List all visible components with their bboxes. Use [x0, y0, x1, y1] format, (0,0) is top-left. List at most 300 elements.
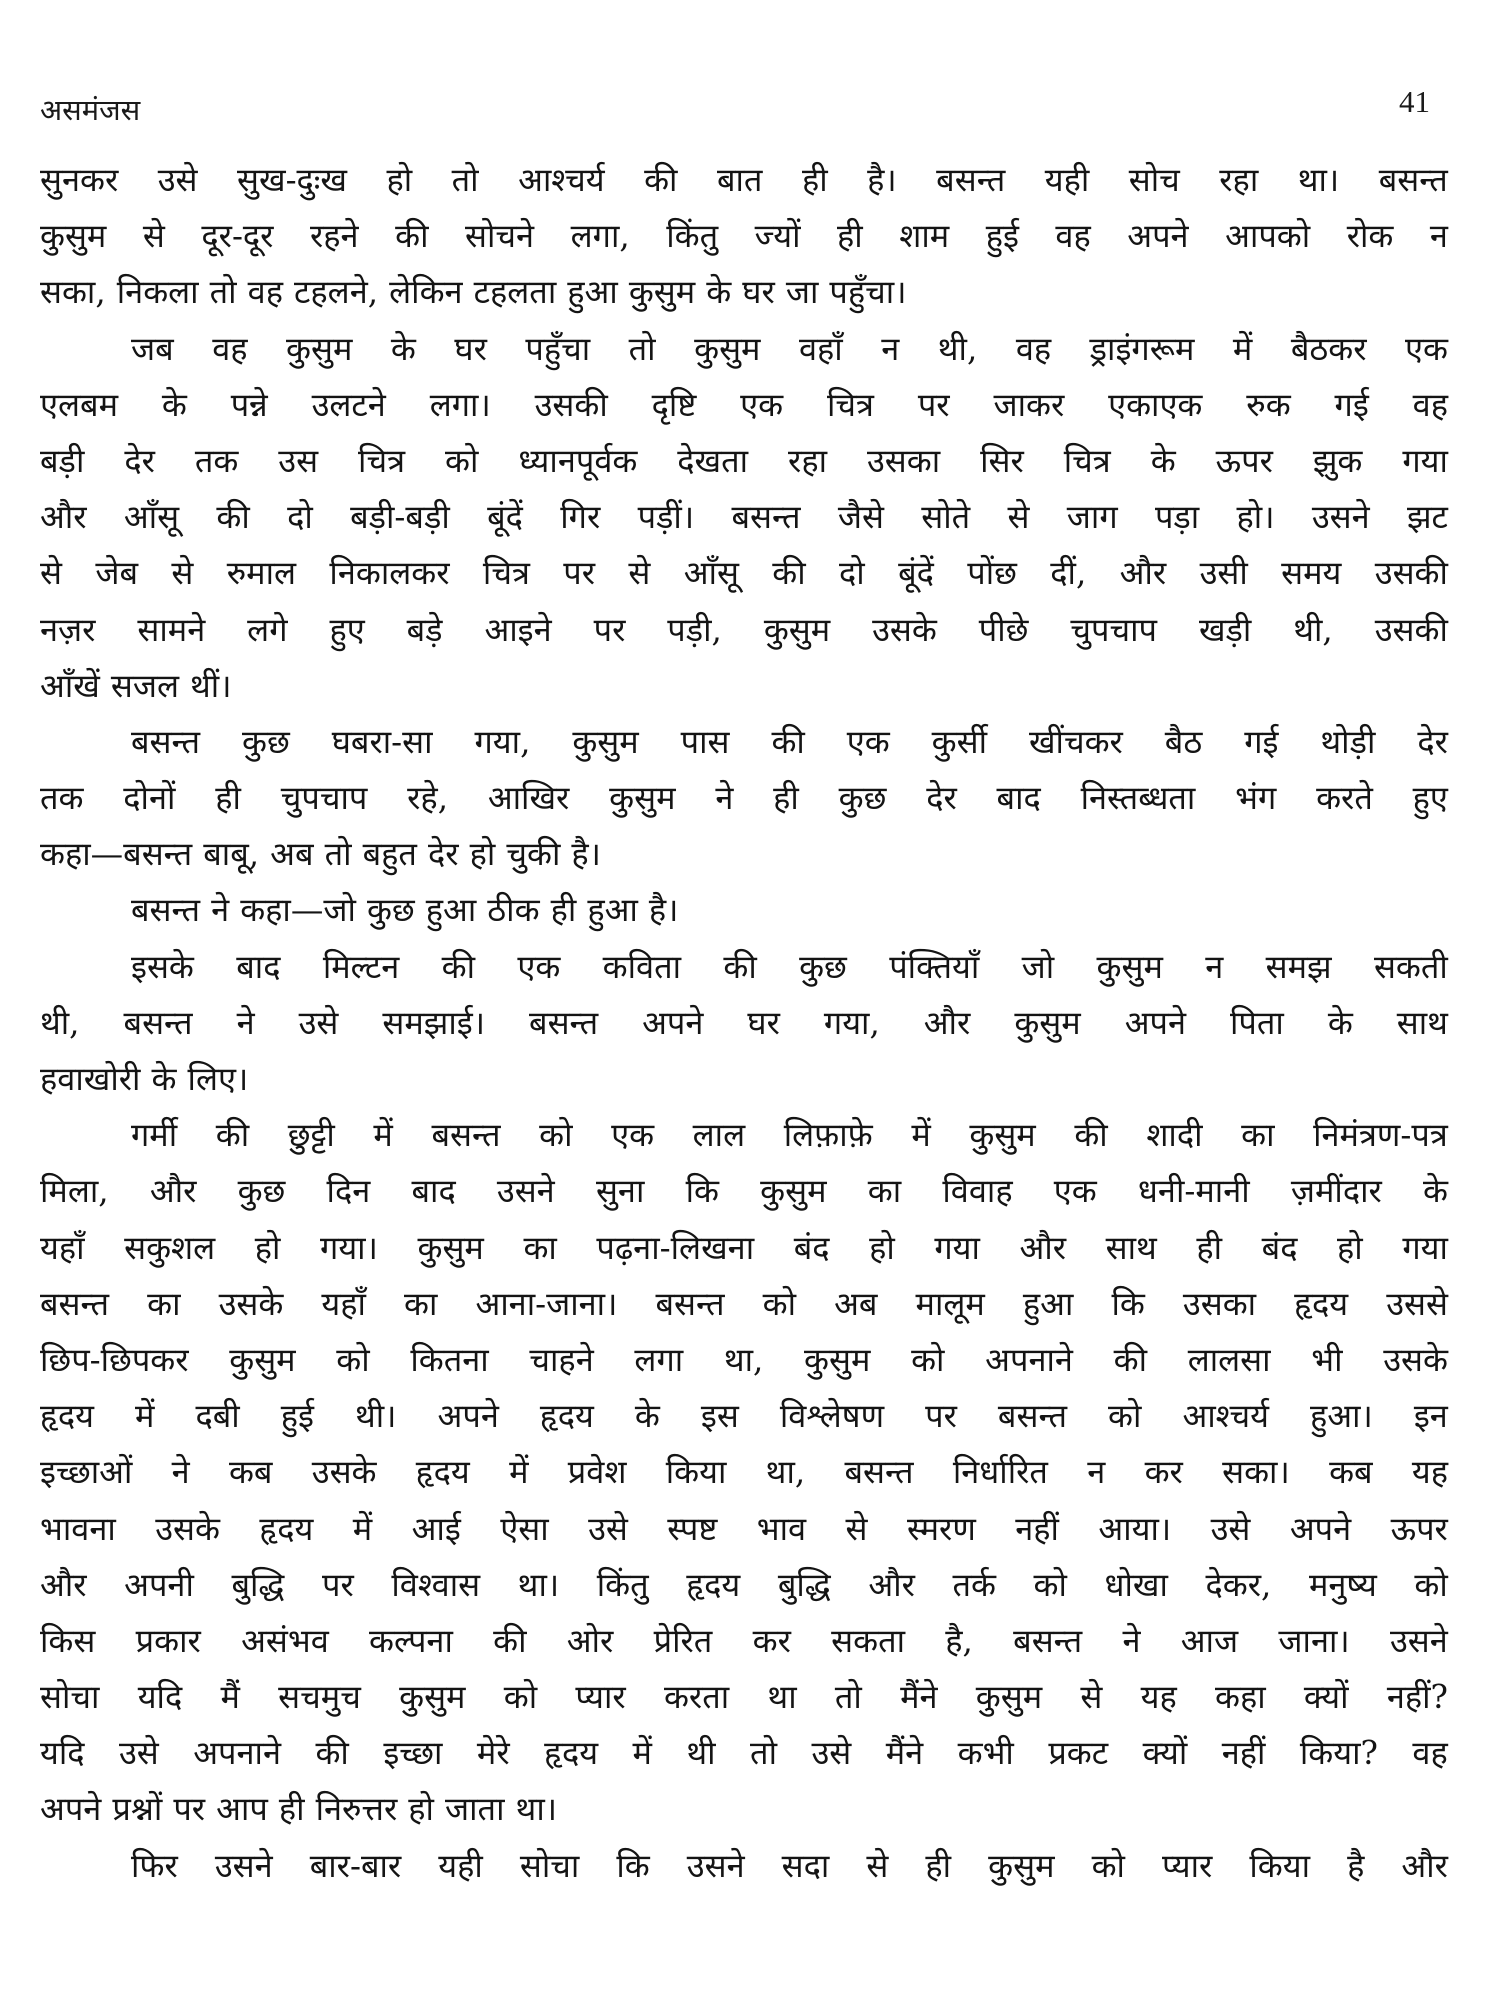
word: गिर	[560, 498, 601, 537]
word: कर	[752, 1621, 791, 1660]
word: रहने	[310, 217, 359, 256]
word: लिफ़ाफ़े	[783, 1116, 873, 1155]
word: उस	[278, 441, 319, 480]
word: जो	[1021, 947, 1055, 986]
word: से	[40, 554, 62, 593]
word: किया?	[1299, 1734, 1378, 1773]
word: के	[634, 1397, 660, 1436]
word: बैठ	[1164, 722, 1203, 761]
word: नज़र	[40, 610, 96, 649]
word: लगा।	[429, 385, 491, 424]
word: कुछ	[838, 779, 887, 818]
word: पहुँचा।	[829, 273, 907, 312]
word: यह	[1411, 1453, 1448, 1492]
word: और	[40, 1565, 87, 1604]
word: कि	[1111, 1284, 1145, 1323]
word: समय	[1281, 554, 1342, 593]
word: हुए	[329, 610, 365, 649]
word: अपनी	[124, 1565, 194, 1604]
word: की	[441, 947, 475, 986]
word: चित्र	[826, 385, 874, 424]
word: बाद	[236, 947, 281, 986]
word: बुद्धि	[231, 1565, 285, 1604]
word: पर	[917, 385, 950, 424]
text-line	[40, 770, 1448, 826]
word: उसकी	[1374, 554, 1448, 593]
word: सुना	[595, 1172, 645, 1211]
word: यहाँ	[40, 1228, 85, 1267]
word: उससे	[1386, 1284, 1448, 1323]
word: है।	[867, 161, 897, 199]
word: टहलता	[473, 273, 557, 312]
word: ड्राइंगरूम	[1089, 329, 1195, 368]
word: इस	[700, 1397, 739, 1436]
word: आँसू	[683, 554, 739, 593]
word: से	[1080, 1678, 1103, 1717]
word: पढ़ना-लिखना	[596, 1228, 755, 1267]
word: प्रकट	[1048, 1734, 1109, 1773]
word: भाव	[756, 1509, 807, 1548]
word: जाकर	[993, 385, 1065, 424]
word: आखिर	[487, 779, 570, 818]
text-line	[40, 1501, 1448, 1557]
word: झट	[1406, 498, 1448, 537]
word: न	[1087, 1453, 1106, 1492]
word: बार-बार	[309, 1846, 402, 1885]
word: से	[866, 1846, 889, 1885]
word: सजल	[110, 666, 179, 705]
word: के	[1327, 1003, 1353, 1042]
text-line	[40, 264, 1448, 320]
word: थी,	[937, 329, 978, 368]
word: बसन्त	[844, 1453, 914, 1492]
word: आश्चर्य	[1182, 1397, 1269, 1436]
word: घर	[742, 273, 775, 312]
word: और	[868, 1565, 915, 1604]
word: जा	[785, 273, 819, 312]
word: अपनाने	[985, 1340, 1073, 1379]
word: निकालकर	[329, 554, 450, 593]
word: यही	[438, 1846, 483, 1885]
word: हृदय	[1294, 1284, 1349, 1323]
word: कुसुम	[804, 1340, 871, 1379]
word: आना-जाना।	[475, 1284, 618, 1323]
word: की	[395, 217, 429, 256]
word: मैं	[220, 1678, 240, 1717]
word: बसन्त	[123, 1003, 193, 1042]
word: रहा	[1219, 161, 1259, 199]
word: वह	[247, 273, 283, 312]
word: से	[1007, 498, 1030, 537]
word: उसने	[1389, 1621, 1448, 1660]
word: अपने	[1289, 1509, 1352, 1548]
word: को	[444, 441, 479, 480]
word: सका।	[1222, 1453, 1290, 1492]
word: मेरे	[476, 1734, 510, 1773]
word: तर्क	[952, 1565, 996, 1604]
word: नहीं	[1015, 1509, 1059, 1548]
word: कर	[1144, 1453, 1183, 1492]
word: था।	[517, 1565, 560, 1604]
word: बहुत	[362, 835, 417, 874]
text-line	[40, 826, 1448, 882]
word: लगा	[634, 1340, 684, 1379]
word: खींचकर	[1028, 722, 1123, 761]
word: विश्वास	[391, 1565, 481, 1604]
word: चित्र	[482, 554, 530, 593]
word: असंभव	[241, 1621, 329, 1660]
word: रुमाल	[226, 554, 297, 593]
word: अपनाने	[193, 1734, 282, 1773]
word: की	[215, 1116, 250, 1155]
word: हो	[408, 1790, 434, 1829]
word: सकुशल	[124, 1228, 216, 1267]
word: दो	[839, 554, 865, 593]
word: कुसुम	[763, 610, 831, 649]
word: को	[539, 1116, 573, 1155]
word: तक	[40, 779, 84, 818]
word: निमंत्रण-पत्र	[1313, 1116, 1448, 1155]
word: वह	[1015, 329, 1052, 368]
word: एकाएक	[1108, 385, 1203, 424]
word: ने	[171, 1453, 190, 1492]
word: उसे	[588, 1509, 628, 1548]
word: वह	[212, 329, 248, 368]
word: बैठकर	[1290, 329, 1367, 368]
word: उसकी	[1374, 610, 1448, 649]
word: उसे	[118, 1734, 159, 1773]
word: हुआ	[587, 891, 638, 930]
word: देर	[124, 441, 155, 480]
word: एक	[846, 722, 890, 761]
word: पिता	[1230, 1003, 1284, 1042]
word: में	[373, 1116, 393, 1155]
word: की	[216, 498, 250, 537]
word: गई	[1334, 385, 1369, 424]
text-line	[40, 602, 1448, 658]
word: अपने	[642, 1003, 704, 1042]
word: उसने	[496, 1172, 555, 1211]
word: ने	[211, 891, 230, 930]
word: के	[161, 385, 187, 424]
word: में	[135, 1397, 155, 1436]
word: कुछ	[237, 1172, 286, 1211]
word: गया,	[823, 1003, 880, 1042]
word: और	[1119, 554, 1167, 593]
text-line	[40, 1163, 1448, 1219]
word: पर	[563, 554, 596, 593]
word: भंग	[1235, 779, 1277, 818]
word: इच्छाओं	[40, 1453, 133, 1492]
word: भावना	[40, 1509, 116, 1548]
word: दो	[287, 498, 313, 537]
word: उसका	[866, 441, 941, 480]
word: करता	[663, 1678, 730, 1717]
word: आप	[216, 1790, 268, 1829]
word: हुई	[280, 1397, 314, 1436]
word: आई	[411, 1509, 461, 1548]
word: ही	[1196, 1228, 1223, 1267]
word: ही	[215, 779, 241, 818]
word: कुसुम	[229, 1340, 296, 1379]
word: के	[1423, 1172, 1448, 1211]
word: शाम	[899, 217, 950, 256]
word: थी,	[40, 1003, 80, 1042]
word: उसने	[1311, 498, 1370, 537]
word: बूंदें	[898, 554, 934, 593]
word: विश्लेषण	[779, 1397, 885, 1436]
word: एक	[611, 1116, 655, 1155]
word: निर्धारित	[952, 1453, 1048, 1492]
word: किया	[665, 1453, 727, 1492]
word: कब	[1329, 1453, 1373, 1492]
word: दिन	[326, 1172, 371, 1211]
word: अपने	[1124, 1003, 1187, 1042]
word: हो	[254, 1228, 281, 1267]
word: किया	[1249, 1846, 1311, 1885]
word: पड़ीं।	[637, 498, 695, 537]
text-line	[40, 1613, 1448, 1669]
word: इच्छा	[383, 1734, 443, 1773]
word: पर	[321, 1565, 354, 1604]
word: यहाँ	[321, 1284, 366, 1323]
word: हृदय	[40, 1397, 94, 1436]
word: हुआ	[425, 891, 477, 930]
word: ठीक	[487, 891, 540, 930]
word: पर	[925, 1397, 957, 1436]
word: बसन्त	[936, 161, 1006, 199]
word: मैंने	[900, 1678, 938, 1717]
word: हो।	[1236, 498, 1275, 537]
word: निकला	[116, 273, 199, 312]
word: सोचा	[40, 1678, 100, 1717]
word: कल्पना	[369, 1621, 453, 1660]
word: न	[881, 329, 900, 368]
word: कहा—बसन्त	[40, 835, 193, 874]
word: मनुष्य	[1308, 1565, 1377, 1604]
word: की	[1113, 1340, 1148, 1379]
word: बड़े	[406, 610, 443, 649]
word: अब	[270, 835, 314, 874]
word: लगा,	[570, 217, 630, 256]
text-line	[40, 545, 1448, 601]
word: आँखें	[40, 666, 100, 705]
word: थीं।	[190, 666, 232, 705]
text-line	[40, 1444, 1448, 1500]
word: को	[1033, 1565, 1067, 1604]
word: ही	[550, 891, 577, 930]
word: जेब	[95, 554, 139, 593]
word: यदि	[40, 1734, 85, 1773]
word: रहा	[788, 441, 828, 480]
text-line	[40, 208, 1448, 264]
word: के	[1150, 441, 1176, 480]
page-number: 41	[1399, 84, 1430, 119]
word: हृदय	[544, 1734, 599, 1773]
word: बसन्त	[40, 1284, 110, 1323]
word: ध्यानपूर्वक	[518, 441, 638, 480]
word: वह	[1412, 385, 1448, 424]
word: लिए।	[187, 1060, 249, 1098]
word: फिर	[131, 1846, 178, 1885]
word: को	[503, 1678, 538, 1717]
word: घर	[747, 1003, 780, 1042]
word: वह	[1055, 217, 1091, 256]
word: अपने	[40, 1790, 102, 1829]
word: उसके	[872, 610, 937, 649]
text-line	[40, 321, 1448, 377]
word: ऊपर	[1390, 1509, 1448, 1548]
word: निरुत्तर	[315, 1790, 398, 1829]
word: को	[1414, 1565, 1448, 1604]
word: सोचा	[519, 1846, 580, 1885]
word: बाद	[996, 779, 1041, 818]
word: का	[1241, 1116, 1275, 1155]
word: था।	[1297, 161, 1340, 199]
word: घर	[454, 329, 487, 368]
word: छुट्टी	[287, 1116, 335, 1155]
word: कुसुम	[1014, 1003, 1081, 1042]
word: इन	[1413, 1397, 1448, 1436]
word: चाहने	[529, 1340, 594, 1379]
word: थी	[686, 1734, 716, 1773]
word: चित्र	[358, 441, 406, 480]
word: वह	[1412, 1734, 1448, 1773]
word: था,	[723, 1340, 764, 1379]
word: साथ	[1396, 1003, 1448, 1042]
word: ज्यों	[754, 217, 801, 256]
word: में	[352, 1509, 373, 1548]
text-line	[40, 1220, 1448, 1276]
word: का	[867, 1172, 902, 1211]
text-line	[40, 658, 1448, 714]
word: विवाह	[942, 1172, 1013, 1211]
text-line	[40, 1557, 1448, 1613]
word: नहीं	[1221, 1734, 1266, 1773]
word: को	[1108, 1397, 1142, 1436]
word: ऊपर	[1215, 441, 1273, 480]
word: किंतु	[596, 1565, 649, 1604]
word: हृदय	[415, 1453, 470, 1492]
word: कुछ	[799, 947, 847, 986]
word: प्यार	[1162, 1846, 1213, 1885]
word: पीछे	[978, 610, 1029, 649]
word: तो	[834, 1678, 862, 1717]
word: जाग	[1066, 498, 1118, 537]
word: चित्र	[1063, 441, 1111, 480]
word: पंक्तियाँ	[889, 947, 980, 986]
word: कुसुम	[609, 779, 676, 818]
word: सोते	[921, 498, 971, 537]
word: पहुँचा	[525, 329, 591, 368]
word: खड़ी	[1198, 610, 1252, 649]
word: ही	[801, 161, 828, 199]
word: रहे,	[407, 779, 449, 818]
word: कुसुम	[988, 1846, 1055, 1885]
word: आश्चर्य	[518, 161, 605, 199]
word: गर्मी	[131, 1116, 178, 1155]
word: पड़ी,	[667, 610, 722, 649]
body-text	[40, 152, 1448, 1894]
word: पड़ा	[1154, 498, 1200, 537]
word: लालसा	[1187, 1340, 1271, 1379]
word: चुपचाप	[1070, 610, 1158, 649]
word: हुई	[985, 217, 1019, 256]
word: रुक	[1246, 385, 1291, 424]
word: गया।	[320, 1228, 378, 1267]
word: समझाई।	[382, 1003, 486, 1042]
text-line	[40, 882, 1448, 938]
word: कि	[616, 1846, 650, 1885]
word: थी,	[1293, 610, 1333, 649]
word: कुछ	[242, 722, 290, 761]
word: एक	[1405, 329, 1448, 368]
word: कुसुम	[417, 1228, 484, 1267]
word: देर	[1417, 722, 1448, 761]
word: उसी	[1199, 554, 1248, 593]
word: तो	[209, 273, 237, 312]
word: प्रश्नों	[112, 1790, 163, 1829]
word: दृष्टि	[651, 385, 697, 424]
word: है।	[648, 891, 679, 930]
word: चुकी	[506, 835, 561, 874]
word: छिप-छिपकर	[40, 1340, 189, 1379]
word: एलबम	[40, 385, 119, 424]
word: यही	[1044, 161, 1090, 199]
word: भी	[1311, 1340, 1343, 1379]
word: तो	[324, 835, 352, 874]
word: कब	[228, 1453, 273, 1492]
word: देर	[428, 835, 459, 874]
word: जैसे	[837, 498, 884, 537]
word: शादी	[1146, 1116, 1203, 1155]
word: हृदय	[686, 1565, 741, 1604]
word: बुद्धि	[777, 1565, 831, 1604]
word: बंद	[1261, 1228, 1298, 1267]
word: को	[1091, 1846, 1125, 1885]
word: बाबू,	[203, 835, 260, 874]
word: जाता	[445, 1790, 505, 1829]
word: को	[336, 1340, 370, 1379]
word: बड़ी-बड़ी	[350, 498, 450, 537]
word: को	[911, 1340, 945, 1379]
word: बसन्त	[1378, 161, 1448, 199]
word: है	[1347, 1846, 1365, 1885]
word: है,	[945, 1621, 973, 1660]
word: बसन्त	[655, 1284, 725, 1323]
word: में	[1232, 329, 1253, 368]
word: बसन्त	[131, 891, 201, 930]
word: सका,	[40, 273, 106, 312]
word: उसके	[218, 1284, 284, 1323]
word: और	[40, 498, 87, 537]
word: के	[706, 273, 732, 312]
word: वहाँ	[798, 329, 843, 368]
word: प्रेरित	[653, 1621, 713, 1660]
word: सुख-दुःख	[237, 161, 347, 199]
word: ने	[236, 1003, 255, 1042]
word: झुक	[1312, 441, 1363, 480]
word: आँसू	[123, 498, 180, 537]
word: उसने	[686, 1846, 745, 1885]
text-line	[40, 489, 1448, 545]
word: ऐसा	[500, 1509, 549, 1548]
word: दूर-दूर	[201, 217, 274, 256]
word: अब	[834, 1284, 878, 1323]
word: और	[1401, 1846, 1448, 1885]
word: देकर,	[1205, 1565, 1272, 1604]
word: कुसुम	[969, 1116, 1036, 1155]
